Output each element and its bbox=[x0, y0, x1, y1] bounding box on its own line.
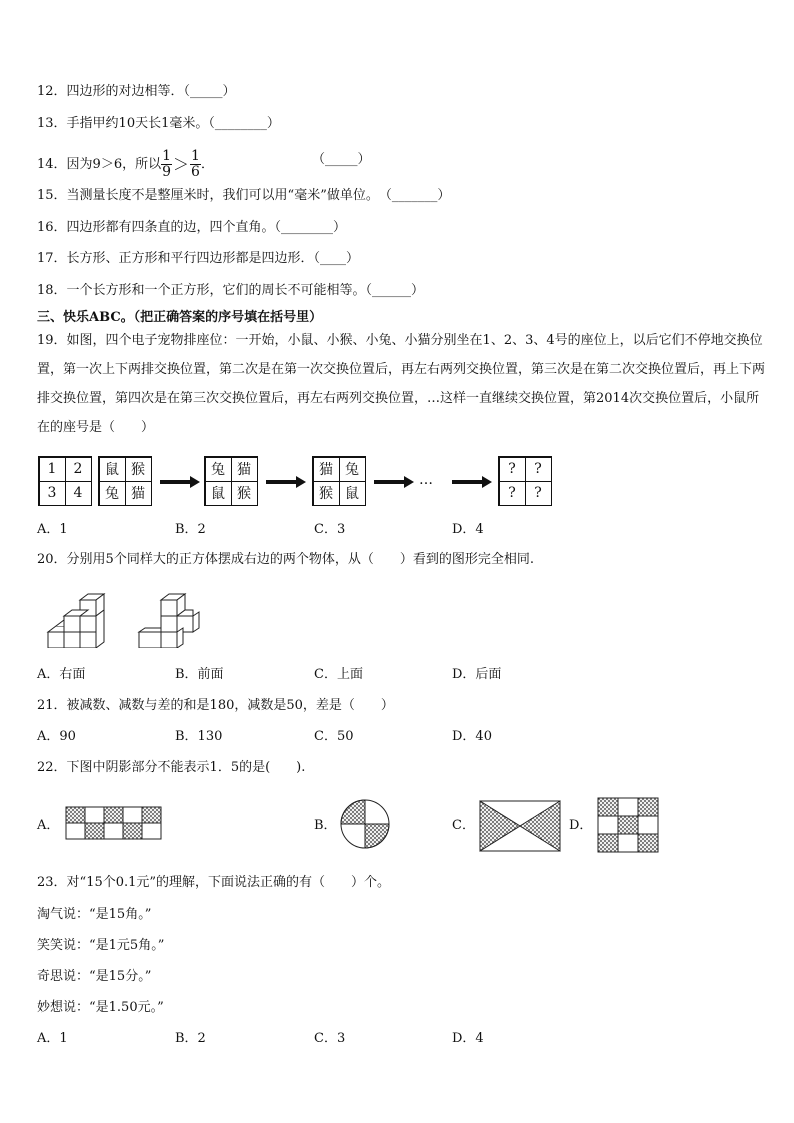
question-14-blank: （_____） bbox=[312, 152, 371, 167]
q22-option-b[interactable]: B． bbox=[314, 818, 337, 833]
seat-cell: 兔 bbox=[205, 457, 232, 482]
q21-option-d[interactable]: D．40 bbox=[452, 729, 492, 744]
question-14-text: 14．因为9＞6，所以 bbox=[37, 157, 162, 172]
question-16: 16．四边形都有四条直的边，四个直角。（________） bbox=[37, 220, 347, 235]
seat-cell: ? bbox=[525, 457, 552, 482]
figure-c-shaded-triangles bbox=[479, 800, 561, 852]
q19-option-a[interactable]: A．1 bbox=[37, 522, 68, 537]
seat-grid-swap-1 bbox=[204, 456, 258, 506]
q21-option-a[interactable]: A．90 bbox=[37, 729, 76, 744]
seat-cell: 1 bbox=[39, 457, 66, 482]
q20-option-d[interactable]: D．后面 bbox=[452, 667, 502, 682]
question-14-period: ． bbox=[200, 157, 214, 172]
right-arrow-icon bbox=[160, 476, 200, 488]
q23-option-c[interactable]: C．3 bbox=[314, 1031, 346, 1046]
q23-statement-taoqi: 淘气说：“是15角。” bbox=[37, 907, 152, 922]
question-23: 23．对“15个0.1元”的理解，下面说法正确的有（ ）个。 bbox=[37, 875, 391, 890]
q19-option-c[interactable]: C．3 bbox=[314, 522, 346, 537]
fraction-numerator: 1 bbox=[162, 148, 172, 164]
right-arrow-icon bbox=[452, 476, 492, 488]
question-15: 15．当测量长度不是整厘米时，我们可以用“毫米”做单位。 （_______） bbox=[37, 188, 451, 203]
seat-cell: ? bbox=[499, 457, 526, 482]
q20-option-a[interactable]: A．右面 bbox=[37, 667, 86, 682]
seat-cell: 鼠 bbox=[205, 481, 232, 506]
q22-option-c[interactable]: C． bbox=[452, 818, 475, 833]
q23-option-a[interactable]: A．1 bbox=[37, 1031, 68, 1046]
seat-cell: 鼠 bbox=[99, 457, 126, 482]
figure-d-shaded-grid bbox=[597, 797, 659, 853]
question-21: 21．被减数、减数与差的和是180，减数是50，差是（ ） bbox=[37, 698, 394, 713]
right-arrow-icon bbox=[266, 476, 306, 488]
seat-cell: 猴 bbox=[231, 481, 258, 506]
cube-figure-left bbox=[44, 592, 106, 648]
q20-option-b[interactable]: B．前面 bbox=[175, 667, 224, 682]
figure-b-shaded-circle bbox=[339, 798, 391, 850]
q21-option-b[interactable]: B．130 bbox=[175, 729, 223, 744]
question-13: 13．手指甲约10天长1毫米。（________） bbox=[37, 116, 280, 131]
question-20: 20．分别用5个同样大的正方体摆成右边的两个物体，从（ ）看到的图形完全相同. bbox=[37, 552, 534, 567]
question-14 bbox=[37, 149, 214, 180]
seat-cell: 2 bbox=[65, 457, 92, 482]
question-17: 17．长方形、正方形和平行四边形都是四边形．（____） bbox=[37, 251, 360, 266]
greater-than-sign: ＞ bbox=[173, 154, 190, 174]
question-22: 22．下图中阴影部分不能表示1．5的是( ). bbox=[37, 760, 306, 775]
seat-cell: 兔 bbox=[339, 457, 366, 482]
fraction-denominator: 9 bbox=[162, 164, 172, 180]
fraction-one-ninth bbox=[161, 149, 172, 180]
q22-option-a[interactable]: A． bbox=[37, 818, 60, 833]
q20-option-c[interactable]: C．上面 bbox=[314, 667, 363, 682]
q23-statement-miaoxiang: 妙想说：“是1.50元。” bbox=[37, 1000, 164, 1015]
seat-cell: 猴 bbox=[125, 457, 152, 482]
seat-cell: 猴 bbox=[313, 481, 340, 506]
question-18: 18．一个长方形和一个正方形，它们的周长不可能相等。（______） bbox=[37, 283, 425, 298]
seat-grid-numbers bbox=[38, 456, 92, 506]
seat-cell: ? bbox=[525, 481, 552, 506]
q19-option-b[interactable]: B．2 bbox=[175, 522, 206, 537]
right-arrow-icon bbox=[374, 476, 414, 488]
ellipsis: … bbox=[419, 472, 433, 488]
fraction-numerator: 1 bbox=[191, 148, 200, 164]
fraction-one-sixth bbox=[190, 149, 201, 180]
q23-option-d[interactable]: D．4 bbox=[452, 1031, 484, 1046]
seat-cell: 猫 bbox=[313, 457, 340, 482]
seat-cell: ? bbox=[499, 481, 526, 506]
seat-cell: 猫 bbox=[125, 481, 152, 506]
question-12: 12．四边形的对边相等．（_____） bbox=[37, 84, 236, 99]
fraction-denominator: 6 bbox=[191, 164, 200, 180]
q23-option-b[interactable]: B．2 bbox=[175, 1031, 206, 1046]
figure-a-shaded-rectangles bbox=[65, 806, 163, 840]
seat-cell: 4 bbox=[65, 481, 92, 506]
seat-grid-start bbox=[98, 456, 152, 506]
seat-cell: 猫 bbox=[231, 457, 258, 482]
seat-cell: 鼠 bbox=[339, 481, 366, 506]
seat-cell: 兔 bbox=[99, 481, 126, 506]
q19-option-d[interactable]: D．4 bbox=[452, 522, 484, 537]
q21-option-c[interactable]: C．50 bbox=[314, 729, 354, 744]
q23-statement-xiaoxiao: 笑笑说：“是1元5角。” bbox=[37, 938, 165, 953]
section-3-title: 三、快乐ABC。（把正确答案的序号填在括号里） bbox=[37, 310, 323, 325]
question-19: 19．如图，四个电子宠物排座位：一开始，小鼠、小猴、小兔、小猫分别坐在1、2、3、4号的座位上，以后它们不停地交换位置，第一次上下两排交换位置，第二次是在第一次交换位置后，再左右两列交换位置，第三次是在第二次交换位置后，再上下两排交换位置，第四次是在第三次交换位置后，再左右两列交换位置，…这样一直继续交换位置，第2014次交换位置后，小鼠所在的座号是（ ） bbox=[37, 333, 766, 435]
q22-option-d[interactable]: D． bbox=[569, 818, 593, 833]
seat-cell: 3 bbox=[39, 481, 66, 506]
q23-statement-qisi: 奇思说：“是15分。” bbox=[37, 969, 152, 984]
seat-grid-unknown bbox=[498, 456, 552, 506]
cube-figure-right bbox=[135, 592, 201, 648]
seat-grid-swap-2 bbox=[312, 456, 366, 506]
